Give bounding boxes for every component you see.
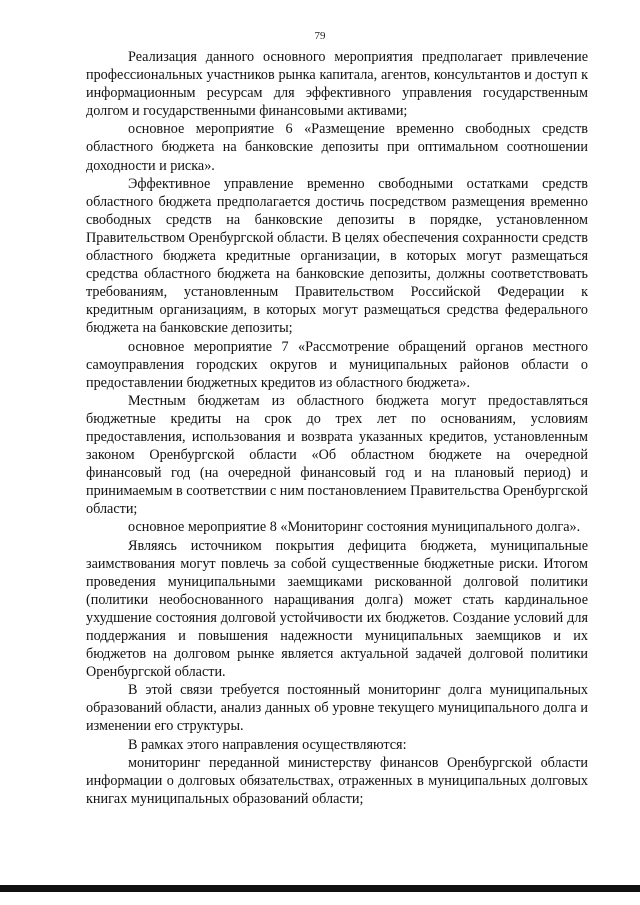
paragraph: основное мероприятие 8 «Мониторинг состояния муниципального долга». bbox=[128, 519, 581, 536]
bottom-border-rule bbox=[0, 885, 640, 892]
paragraph: В рамках этого направления осуществляются: bbox=[128, 736, 407, 753]
paragraph: основное мероприятие 6 «Размещение временно свободных средств областного бюджета на банковские депозиты при оптимальном соотношении доходности и риска». bbox=[86, 121, 588, 174]
document-body bbox=[86, 48, 588, 808]
paragraph: Местным бюджетам из областного бюджета могут предоставляться бюджетные кредиты на срок до трех лет по основаниям, условиям предоставления, использования и возврата указанных кредитов, установленным законом Оренбургской области «Об областном бюджете на очередной финансовый год (на очередной финансовый год и на плановый период) и принимаемым в соответствии с ним постановлением Правительства Оренбургской области; bbox=[86, 392, 588, 518]
page-number: 79 bbox=[314, 30, 326, 42]
paragraph: Являясь источником покрытия дефицита бюджета, муниципальные заимствования могут повлечь за собой существенные бюджетные риски. Итогом проведения муниципальными заемщиками рискованной долговой политики (политики необоснованного наращивания долга) может стать кардинальное ухудшение состояния долговой устойчивости их бюджетов. Создание условий для поддержания и повышения надежности муниципальных заемщиков и их бюджетов на долговом рынке является актуальной задачей долговой политики Оренбургской области. bbox=[86, 537, 588, 681]
paragraph: Реализация данного основного мероприятия предполагает привлечение профессиональных участников рынка капитала, агентов, консультантов и доступ к информационным ресурсам для эффективного управления государственным долгом и государственными финансовыми активами; bbox=[86, 49, 588, 120]
paragraph: основное мероприятие 7 «Рассмотрение обращений органов местного самоуправления городских округов и муниципальных районов области о предоставлении бюджетных кредитов из областного бюджета». bbox=[86, 338, 588, 391]
paragraph: Эффективное управление временно свободными остатками средств областного бюджета предполагается достичь посредством размещения временно свободных средств на банковские депозиты в порядке, установленном Правительством Оренбургской области. В целях обеспечения сохранности средств областного бюджета кредитные организации, в которых могут размещаться средства областного бюджета на банковские депозиты, должны соответствовать требованиям, установленным Правительством Российской Федерации к кредитным организациям, в которых могут размещаться средства федерального бюджета на банковские депозиты; bbox=[86, 175, 588, 337]
paragraph: В этой связи требуется постоянный мониторинг долга муниципальных образований области, анализ данных об уровне текущего муниципального долга и изменении его структуры. bbox=[86, 682, 588, 735]
paragraph: мониторинг переданной министерству финансов Оренбургской области информации о долговых обязательствах, отраженных в муниципальных долговых книгах муниципальных образований области; bbox=[86, 754, 588, 807]
